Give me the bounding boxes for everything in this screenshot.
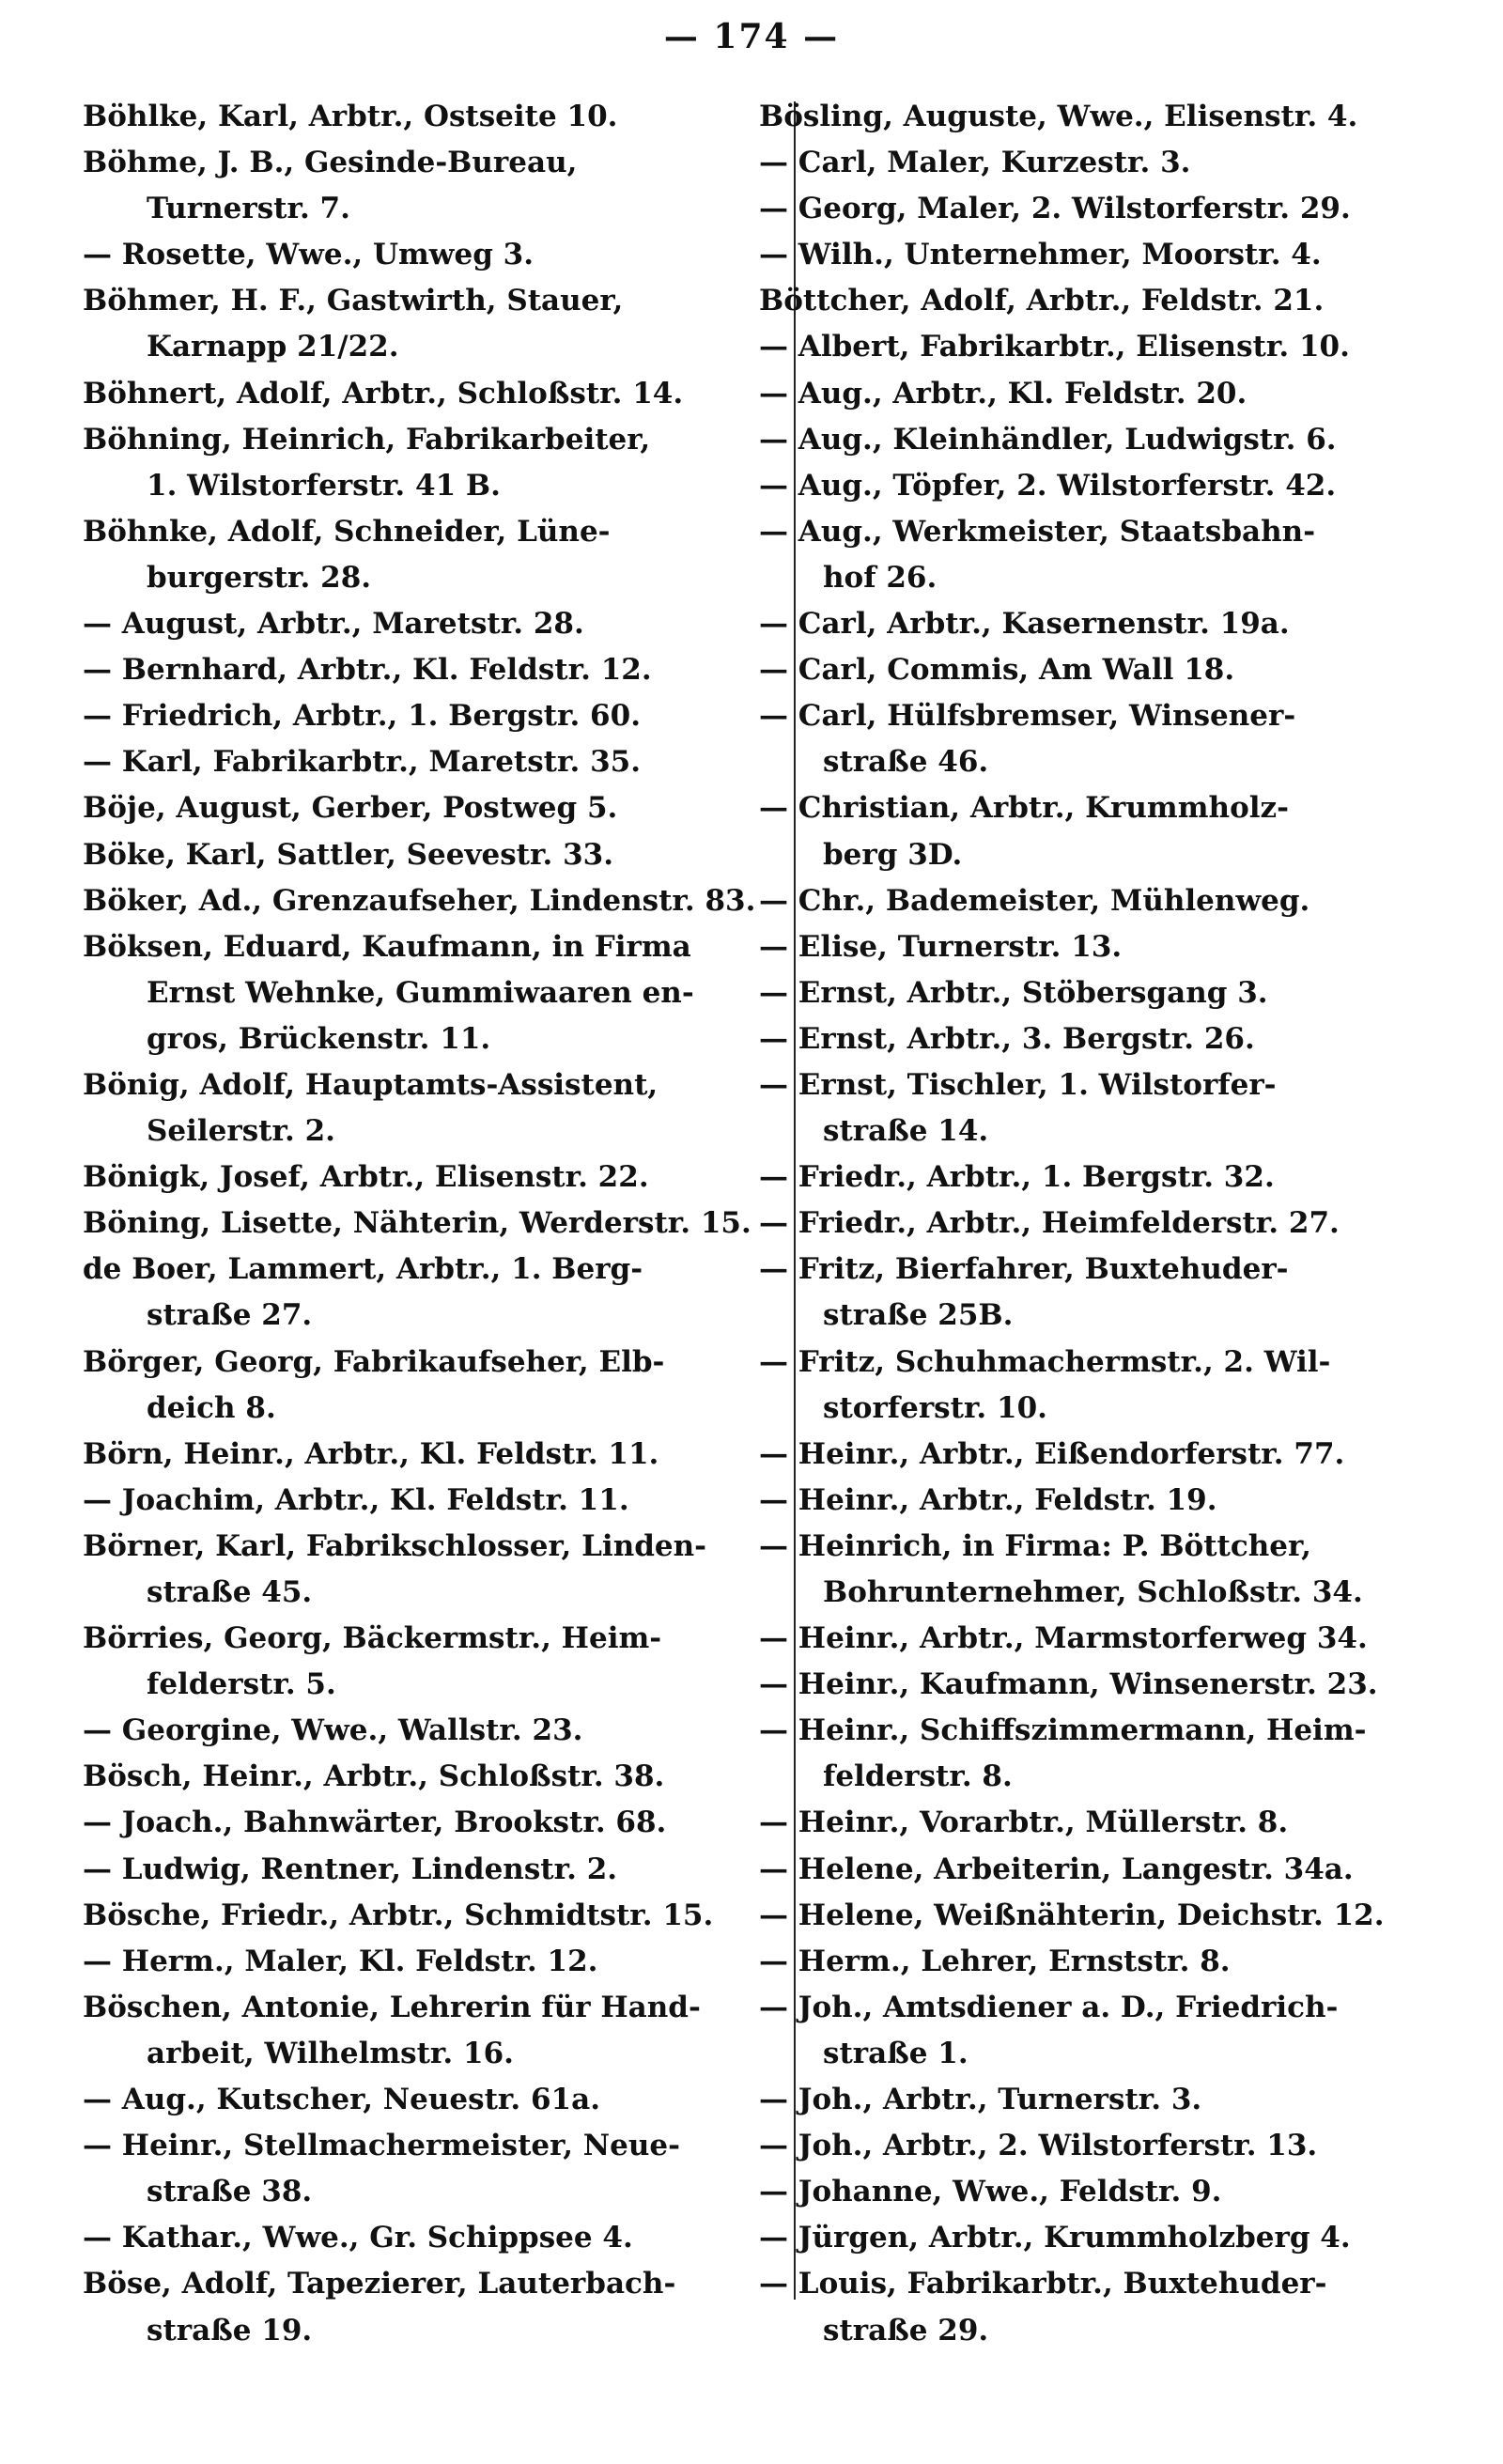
directory-entry: — Elise, Turnerstr. 13. [759,929,1123,964]
directory-entry: Böhning, Heinrich, Fabrikarbeiter, [83,422,651,457]
directory-entry-continuation: straße 46. [823,745,989,780]
directory-entry: — Heinr., Arbtr., Feldstr. 19. [759,1482,1217,1517]
directory-entry-continuation: hof 26. [823,560,937,595]
directory-entry: — Aug., Kutscher, Neuestr. 61a. [83,2083,600,2117]
directory-entry: — Joh., Arbtr., 2. Wilstorferstr. 13. [759,2129,1318,2163]
directory-entry: Börn, Heinr., Arbtr., Kl. Feldstr. 11. [83,1436,659,1471]
directory-entry-continuation: straße 45. [147,1575,313,1609]
directory-entry-continuation: straße 19. [147,2313,313,2348]
directory-entry: Böke, Karl, Sattler, Seevestr. 33. [83,837,614,872]
directory-entry: — Friedrich, Arbtr., 1. Bergstr. 60. [83,699,641,734]
directory-entry: — Albert, Fabrikarbtr., Elisenstr. 10. [759,330,1350,364]
directory-entry: — Heinr., Schiffszimmermann, Heim- [759,1713,1367,1748]
directory-entry: — Johanne, Wwe., Feldstr. 9. [759,2175,1222,2209]
directory-entry-continuation: deich 8. [147,1390,276,1425]
directory-entry-continuation: straße 14. [823,1114,989,1149]
directory-entry: Bösling, Auguste, Wwe., Elisenstr. 4. [759,100,1358,133]
directory-entry: Börner, Karl, Fabrikschlosser, Linden- [83,1528,707,1563]
directory-entry: — Ernst, Arbtr., 3. Bergstr. 26. [759,1021,1255,1056]
directory-entry: Böksen, Eduard, Kaufmann, in Firma [83,929,691,964]
directory-entry-continuation: straße 29. [823,2313,989,2348]
directory-entry-continuation: gros, Brückenstr. 11. [147,1021,491,1056]
directory-entry: — Aug., Töpfer, 2. Wilstorferstr. 42. [759,468,1337,503]
directory-entry: Böse, Adolf, Tapezierer, Lauterbach- [83,2267,676,2301]
directory-entry: — Georg, Maler, 2. Wilstorferstr. 29. [759,192,1351,226]
directory-entry: — Aug., Kleinhändler, Ludwigstr. 6. [759,422,1337,457]
directory-entry-continuation: Turnerstr. 7. [147,192,350,226]
directory-entry-continuation: burgerstr. 28. [147,560,372,595]
directory-entry: Böschen, Antonie, Lehrerin für Hand- [83,1990,701,2024]
directory-entry-continuation: straße 1. [823,2036,968,2070]
left-column [83,94,764,2354]
directory-entry: — Louis, Fabrikarbtr., Buxtehuder- [759,2267,1327,2301]
directory-entry: — Heinrich, in Firma: P. Böttcher, [759,1528,1311,1563]
directory-entry-continuation: felderstr. 5. [147,1667,336,1702]
directory-entry: Böning, Lisette, Nähterin, Werderstr. 15. [83,1206,752,1241]
directory-entry: de Boer, Lammert, Arbtr., 1. Berg- [83,1252,643,1287]
directory-entry: — Joachim, Arbtr., Kl. Feldstr. 11. [83,1482,629,1517]
directory-entry: — Heinr., Stellmachermeister, Neue- [83,2129,680,2163]
directory-entry: Böje, August, Gerber, Postweg 5. [83,791,618,826]
directory-entry-continuation: storferstr. 10. [823,1390,1047,1425]
directory-entry: — Carl, Hülfsbremser, Winsener- [759,699,1296,734]
directory-entry: Börger, Georg, Fabrikaufseher, Elb- [83,1344,665,1379]
directory-entry: — Carl, Maler, Kurzestr. 3. [759,146,1191,180]
directory-entry: — Aug., Werkmeister, Staatsbahn- [759,514,1316,549]
directory-entry: — Heinr., Arbtr., Marmstorferweg 34. [759,1621,1368,1656]
directory-entry: — Heinr., Arbtr., Eißendorferstr. 77. [759,1436,1345,1471]
directory-entry: — Rosette, Wwe., Umweg 3. [83,238,535,272]
directory-entry-continuation: straße 27. [147,1298,313,1333]
directory-entry: — Aug., Arbtr., Kl. Feldstr. 20. [759,376,1247,411]
directory-entry: Bönig, Adolf, Hauptamts-Assistent, [83,1067,659,1102]
directory-entry: — Ernst, Tischler, 1. Wilstorfer- [759,1067,1277,1102]
directory-entry: Böhnke, Adolf, Schneider, Lüne- [83,514,611,549]
directory-entry: — Kathar., Wwe., Gr. Schippsee 4. [83,2221,633,2255]
directory-entry: — Bernhard, Arbtr., Kl. Feldstr. 12. [83,653,652,688]
right-column [759,94,1435,2354]
directory-entry: Böhmer, H. F., Gastwirth, Stauer, [83,284,624,318]
directory-entry-continuation: straße 25B. [823,1298,1014,1333]
directory-entry: Böttcher, Adolf, Arbtr., Feldstr. 21. [759,284,1325,318]
directory-entry: — Carl, Arbtr., Kasernenstr. 19a. [759,607,1290,642]
directory-entry: — Wilh., Unternehmer, Moorstr. 4. [759,238,1322,272]
directory-entry-continuation: felderstr. 8. [823,1759,1013,1794]
directory-entry: — Ludwig, Rentner, Lindenstr. 2. [83,1852,618,1886]
directory-entry: Bösch, Heinr., Arbtr., Schloßstr. 38. [83,1759,665,1794]
directory-entry: — Herm., Lehrer, Ernststr. 8. [759,1944,1231,1978]
directory-entry: — Joach., Bahnwärter, Brookstr. 68. [83,1805,667,1840]
directory-entry: — August, Arbtr., Maretstr. 28. [83,607,584,642]
directory-entry: — Fritz, Schuhmachermstr., 2. Wil- [759,1344,1331,1379]
directory-entry: — Georgine, Wwe., Wallstr. 23. [83,1713,583,1748]
directory-entry: — Karl, Fabrikarbtr., Maretstr. 35. [83,745,642,780]
directory-entry: Bönigk, Josef, Arbtr., Elisenstr. 22. [83,1160,649,1195]
directory-entry: — Joh., Amtsdiener a. D., Friedrich- [759,1990,1339,2024]
directory-entry: — Helene, Weißnähterin, Deichstr. 12. [759,1898,1385,1932]
directory-entry: — Helene, Arbeiterin, Langestr. 34a. [759,1852,1354,1886]
directory-entry: Börries, Georg, Bäckermstr., Heim- [83,1621,662,1656]
directory-entry: — Joh., Arbtr., Turnerstr. 3. [759,2083,1202,2117]
directory-entry-continuation: straße 38. [147,2175,313,2209]
directory-entry-continuation: Bohrunternehmer, Schloßstr. 34. [823,1575,1363,1609]
directory-entry-continuation: arbeit, Wilhelmstr. 16. [147,2036,514,2070]
directory-entry: — Christian, Arbtr., Krummholz- [759,791,1289,826]
directory-entry: Böhnert, Adolf, Arbtr., Schloßstr. 14. [83,376,684,411]
directory-entry: — Fritz, Bierfahrer, Buxtehuder- [759,1252,1289,1287]
directory-entry: — Heinr., Kaufmann, Winsenerstr. 23. [759,1667,1378,1702]
directory-entry: Böker, Ad., Grenzaufseher, Lindenstr. 83. [83,883,756,918]
directory-entry: Böhme, J. B., Gesinde-Bureau, [83,146,578,180]
directory-entry: — Carl, Commis, Am Wall 18. [759,653,1235,688]
directory-entry-continuation: Seilerstr. 2. [147,1114,335,1149]
directory-entry: — Ernst, Arbtr., Stöbersgang 3. [759,975,1268,1010]
directory-entry: — Chr., Bademeister, Mühlenweg. [759,883,1310,918]
directory-entry: — Friedr., Arbtr., 1. Bergstr. 32. [759,1160,1275,1195]
directory-entry: Bösche, Friedr., Arbtr., Schmidtstr. 15. [83,1898,714,1932]
directory-entry: — Herm., Maler, Kl. Feldstr. 12. [83,1944,598,1978]
directory-entry-continuation: 1. Wilstorferstr. 41 B. [147,468,501,503]
directory-entry-continuation: Karnapp 21/22. [147,330,399,364]
directory-entry: — Friedr., Arbtr., Heimfelderstr. 27. [759,1206,1340,1241]
directory-entry: — Heinr., Vorarbtr., Müllerstr. 8. [759,1805,1289,1840]
directory-entry: Böhlke, Karl, Arbtr., Ostseite 10. [83,100,618,133]
directory-entry-continuation: berg 3D. [823,837,963,872]
directory-entry-continuation: Ernst Wehnke, Gummiwaaren en- [147,975,694,1010]
directory-entry: — Jürgen, Arbtr., Krummholzberg 4. [759,2221,1351,2255]
page-number: — 174 — [663,17,840,56]
